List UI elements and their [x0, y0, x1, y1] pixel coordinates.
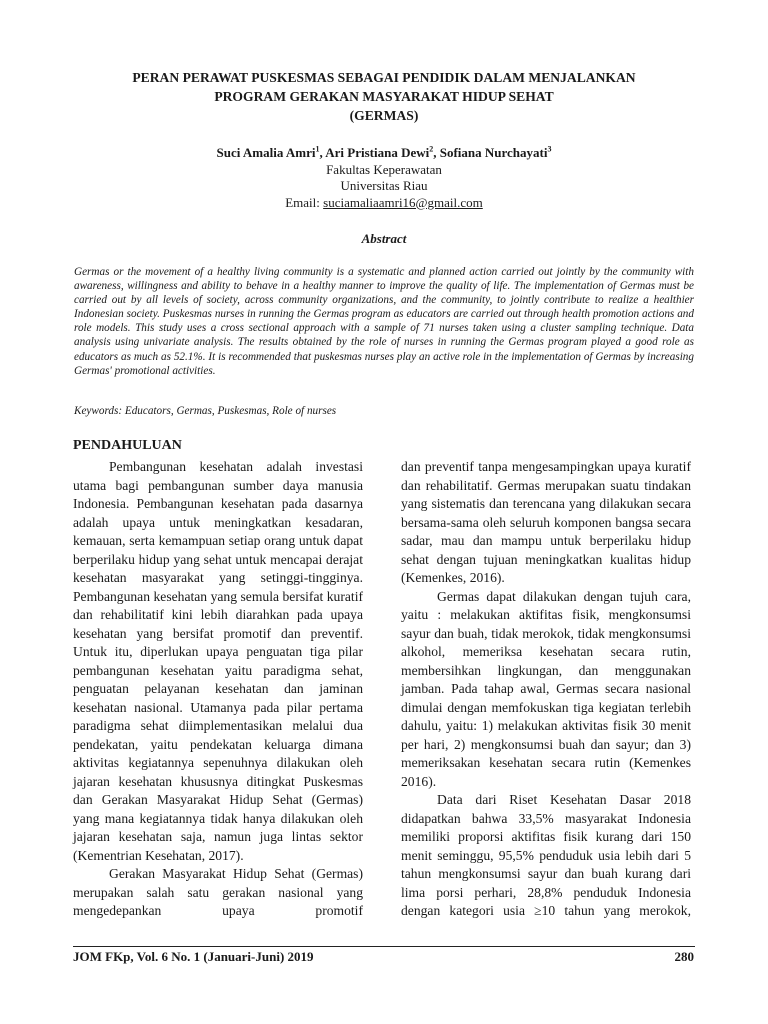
- title-line-3: (GERMAS): [349, 108, 419, 123]
- body-paragraph: Pembangunan kesehatan adalah investasi utama bagi pembangunan sumber daya manusia Indonesia. Pembangunan kesehatan pada dasarnya adalah upaya untuk meningkatkan kesadaran, kemauan, serta kemampuan setiap orang untuk dapat berperilaku hidup yang sehat untuk mencapai derajat kesehatan masyarakat yang setinggi-tingginya. Pembangunan kesehatan yang semula bersifat kuratif dan rehabilitatif kini lebih diarahkan pada upaya kesehatan yang bersifat promotif dan preventif. Untuk itu, diperlukan upaya penguatan tiga pilar pembangunan kesehatan yaitu paradigma sehat, penguatan pelayanan kesehatan dan jaminan kesehatan nasional. Utamanya pada pilar pertama paradigma sehat diimplementasikan melalui dua pendekatan, yaitu pendekatan keluarga dimana aktivitas kegiatannya sepenuhnya dilakukan oleh jajaran kesehatan khususnya ditingkat Puskesmas dan Gerakan Masyarakat Hidup Sehat (Germas) yang mana kegiatannya tidak hanya dilakukan oleh jajaran kesehatan saja, namun juga lintas sektor (Kementrian Kesehatan, 2017).: [73, 459, 363, 863]
- university: Universitas Riau: [340, 178, 428, 193]
- author-separator: ,: [319, 145, 326, 160]
- author-separator: ,: [433, 145, 440, 160]
- right-column: [401, 458, 691, 921]
- email-link[interactable]: suciamaliaamri16@gmail.com: [323, 194, 483, 210]
- title-line-2: PROGRAM GERAKAN MASYARAKAT HIDUP SEHAT: [214, 89, 554, 104]
- abstract-heading: Abstract: [361, 231, 407, 246]
- author-1: Suci Amalia Amri: [216, 145, 316, 160]
- footer-divider: [73, 946, 695, 947]
- title-line-1: PERAN PERAWAT PUSKESMAS SEBAGAI PENDIDIK DALAM MENJALANKAN: [132, 70, 636, 85]
- author-3: Sofiana Nurchayati: [439, 145, 548, 160]
- author-1-affiliation: 1: [315, 144, 320, 154]
- body-paragraph: Data dari Riset Kesehatan Dasar 2018 didapatkan bahwa 33,5% masyarakat Indonesia memiliki proporsi aktifitas fisik kurang dari 150 menit seminggu, 95,5% penduduk usia lebih dari 5 tahun mengkonsumsi sayur dan buah kurang dari lima porsi perhari, 28,8% penduduk Indonesia dengan kategori usia ≥10 tahun yang merokok,: [401, 792, 691, 918]
- page-number: 280: [674, 949, 694, 964]
- author-2-affiliation: 2: [429, 144, 434, 154]
- journal-citation: JOM FKp, Vol. 6 No. 1 (Januari-Juni) 2019: [73, 949, 314, 964]
- keywords: Keywords: Educators, Germas, Puskesmas, Role of nurses: [74, 405, 337, 417]
- paper-title: [60, 68, 708, 125]
- email-label: Email:: [285, 194, 324, 210]
- body-paragraph: Germas dapat dilakukan dengan tujuh cara, yaitu : melakukan aktifitas fisik, mengkonsumsi sayur dan buah, tidak merokok, tidak mengkonsumsi alkohol, memeriksa kesehatan secara rutin, membersihkan lingkungan, dan menggunakan jamban. Pada tahap awal, Germas secara nasional dimulai dengan memfokuskan tiga kegiatan terlebih dahulu, yaitu: 1) melakukan aktivitas fisik 30 menit per hari, 2) mengkonsumsi buah dan sayur; dan 3) memeriksakan kesehatan secara rutin (Kemenkes 2016).: [401, 588, 691, 789]
- author-block: [60, 145, 708, 211]
- left-column: [73, 458, 363, 921]
- author-2: Ari Pristiana Dewi: [325, 145, 430, 160]
- abstract-text: Germas or the movement of a healthy living community is a systematic and planned action carried out jointly by the community with awareness, willingness and ability to behave in a healthy manner to improve the quality of life. The implementation of Germas must be carried out by all levels of society, across community organizations, and the community, to jointly contribute to realize a healthier Indonesian society. Puskesmas nurses in running the Germas program as educators are carried out through health promotion actions and role models. This study uses a cross sectional approach with a sample of 71 nurses taken using a cluster sampling technique. Data analysis using univariate analysis. The results obtained by the role of nurses in running the Germas program played a good role as educators as much as 52.1%. It is recommended that puskesmas nurses play an active role in the implementation of Germas by increasing Germas' promotional activities.: [74, 266, 694, 377]
- email-line: [60, 195, 708, 212]
- faculty: Fakultas Keperawatan: [326, 161, 442, 177]
- author-names: [60, 145, 708, 162]
- author-3-affiliation: 3: [547, 144, 552, 154]
- section-heading: PENDAHULUAN: [73, 438, 182, 453]
- body-paragraph: Gerakan Masyarakat Hidup Sehat (Germas) merupakan salah satu gerakan nasional yang mengedepankan upaya promotif: [73, 866, 363, 918]
- body-paragraph: dan preventif tanpa mengesampingkan upaya kuratif dan rehabilitatif. Germas merupakan suatu tindakan yang sistematis dan terencana yang dilakukan secara bersama-sama oleh seluruh komponen bangsa secara sadar, mau dan mampu untuk berperilaku hidup sehat dengan tujuan meningkatkan kualitas hidup (Kemenkes, 2016).: [401, 459, 691, 585]
